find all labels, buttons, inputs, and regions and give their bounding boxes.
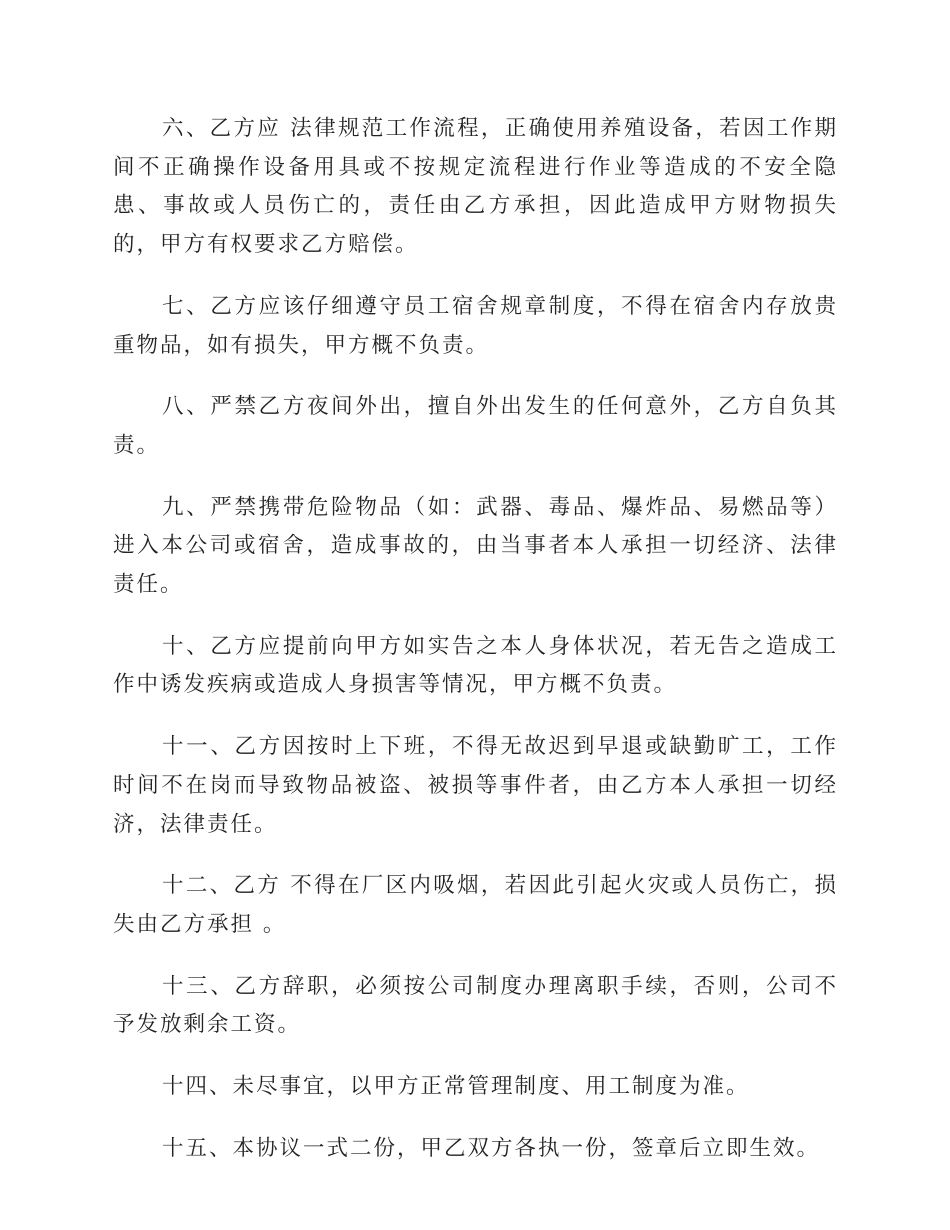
clause-7: 七、乙方应该仔细遵守员工宿舍规章制度，不得在宿舍内存放贵重物品，如有损失，甲方概不负责。 [113, 293, 838, 358]
clause-12: 十二、乙方 不得在厂区内吸烟，若因此引起火灾或人员伤亡，损失由乙方承担 。 [113, 873, 838, 937]
clause-15: 十五、本协议一式二份，甲乙双方各执一份，签章后立即生效。 [162, 1135, 821, 1161]
clause-10: 十、乙方应提前向甲方如实告之本人身体状况，若无告之造成工作中诱发疾病或造成人身损害等情况，甲方概不负责。 [113, 633, 838, 698]
clause-8: 八、严禁乙方夜间外出，擅自外出发生的任何意外，乙方自负其责。 [113, 394, 838, 458]
clause-13: 十三、乙方辞职，必须按公司制度办理离职手续，否则，公司不予发放剩余工资。 [113, 973, 838, 1038]
document-body [113, 110, 838, 1168]
clause-9: 九、严禁携带危险物品（如：武器、毒品、爆炸品、易燃品等）进入本公司或宿舍，造成事故的，由当事者本人承担一切经济、法律责任。 [113, 494, 838, 598]
clause-11: 十一、乙方因按时上下班，不得无故迟到早退或缺勤旷工，工作时间不在岗而导致物品被盗、被损等事件者，由乙方本人承担一切经济，法律责任。 [113, 734, 838, 837]
clause-6: 六、乙方应 法律规范工作流程，正确使用养殖设备，若因工作期间不正确操作设备用具或不按规定流程进行作业等造成的不安全隐患、事故或人员伤亡的，责任由乙方承担，因此造成甲方财物损失的，甲方有权要求乙方赔偿。 [113, 116, 838, 258]
clause-14: 十四、未尽事宜，以甲方正常管理制度、用工制度为准。 [162, 1074, 750, 1100]
